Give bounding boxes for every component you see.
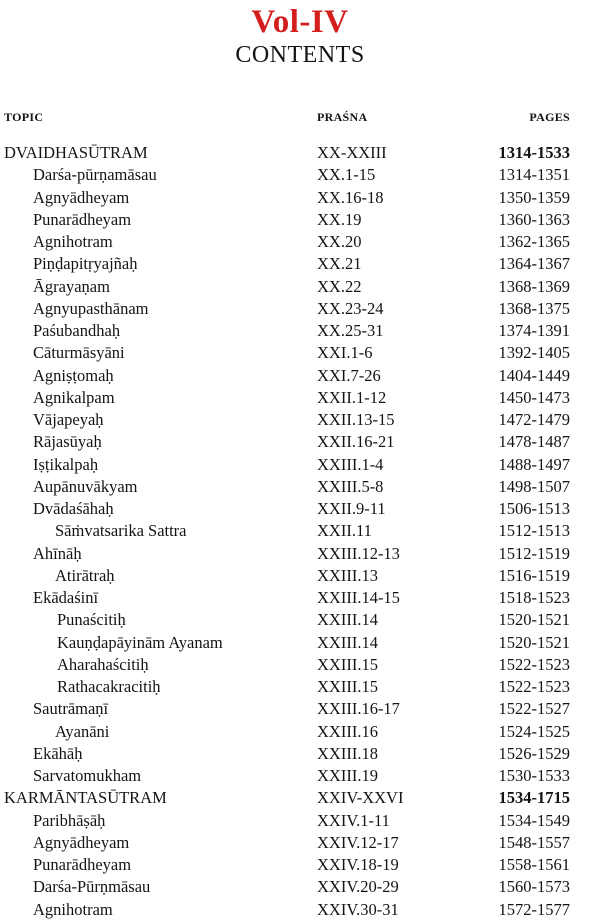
toc-row [0, 498, 600, 520]
toc-topic: Agnyādheyam [33, 187, 130, 207]
column-header-prasna: PRAŚNA [317, 110, 368, 124]
toc-prasna: XXIII.18 [317, 743, 378, 763]
toc-topic: Agnyupasthānam [33, 298, 149, 318]
toc-pages: 1534-1549 [498, 810, 570, 830]
toc-prasna: XXII.9-11 [317, 499, 386, 518]
toc-row [0, 342, 600, 364]
toc-topic: Ahīnāḥ [33, 543, 82, 563]
toc-row [0, 387, 600, 409]
toc-prasna: XXIII.15 [317, 677, 378, 696]
toc-prasna: XXIII.14 [317, 632, 378, 652]
toc-row [0, 543, 600, 565]
toc-pages: 1450-1473 [498, 387, 570, 407]
toc-row [0, 365, 600, 387]
toc-topic: Agniṣṭomaḥ [33, 365, 114, 385]
toc-topic: Sautrāmaṇī [33, 699, 109, 719]
toc-prasna: XXIII.12-13 [317, 543, 400, 563]
toc-prasna: XXIII.14-15 [317, 588, 400, 607]
toc-row [0, 253, 600, 275]
toc-pages: 1314-1533 [498, 143, 570, 162]
toc-row [0, 320, 600, 342]
toc-topic: Iṣṭikalpaḥ [33, 454, 99, 474]
toc-prasna: XXII.13-15 [317, 410, 395, 429]
toc-pages: 1488-1497 [498, 454, 570, 474]
toc-row [0, 743, 600, 765]
toc-row [0, 476, 600, 498]
toc-pages: 1520-1521 [498, 632, 570, 652]
column-header-topic: TOPIC [4, 110, 44, 124]
toc-topic: Dvādaśāhaḥ [33, 499, 114, 518]
toc-topic: Cāturmāsyāni [33, 343, 125, 363]
toc-prasna: XX.16-18 [317, 187, 384, 207]
toc-pages: 1362-1365 [498, 232, 570, 251]
toc-pages: 1478-1487 [498, 432, 570, 452]
toc-pages: 1572-1577 [498, 899, 570, 919]
toc-prasna: XXIV.12-17 [317, 832, 399, 852]
toc-prasna: XXIII.16-17 [317, 699, 400, 719]
toc-prasna: XXIII.16 [317, 721, 378, 741]
toc-topic: Rājasūyaḥ [33, 432, 102, 452]
toc-prasna: XX.19 [317, 209, 362, 229]
toc-prasna: XXIV.1-11 [317, 810, 390, 830]
toc-topic: Agnikalpam [33, 387, 115, 407]
toc-prasna: XXIII.19 [317, 766, 378, 785]
toc-pages: 1368-1369 [498, 276, 570, 296]
toc-pages: 1350-1359 [498, 187, 570, 207]
toc-prasna: XXIV.18-19 [317, 855, 399, 874]
toc-pages: 1374-1391 [498, 321, 570, 340]
toc-row [0, 187, 600, 209]
toc-prasna: XXIII.14 [317, 610, 378, 630]
toc-row [0, 876, 600, 898]
toc-row [0, 209, 600, 231]
toc-row [0, 431, 600, 453]
toc-row [0, 765, 600, 787]
toc-pages: 1314-1351 [498, 165, 570, 185]
toc-pages: 1520-1521 [498, 610, 570, 630]
toc-pages: 1526-1529 [498, 743, 570, 763]
toc-topic: Ekāhāḥ [33, 743, 83, 763]
toc-topic: Atirātraḥ [55, 565, 115, 585]
table-of-contents [0, 142, 600, 921]
toc-topic: Vājapeyaḥ [33, 410, 104, 429]
toc-prasna: XX.20 [317, 232, 362, 251]
toc-topic: Punarādheyam [33, 855, 132, 874]
toc-pages: 1518-1523 [498, 588, 570, 607]
toc-row [0, 587, 600, 609]
toc-topic: KARMĀNTASŪTRAM [4, 788, 167, 808]
toc-prasna: XXIII.5-8 [317, 476, 384, 496]
toc-prasna: XX.25-31 [317, 321, 384, 340]
toc-row [0, 810, 600, 832]
toc-topic: Paribhāṣāḥ [33, 810, 106, 830]
toc-row [0, 409, 600, 431]
toc-pages: 1522-1523 [498, 654, 570, 674]
toc-pages: 1524-1525 [498, 721, 570, 741]
toc-row [0, 520, 600, 542]
toc-prasna: XXII.16-21 [317, 432, 395, 452]
toc-pages: 1560-1573 [498, 877, 570, 897]
toc-topic: Agnyādheyam [33, 832, 130, 852]
toc-topic: Punaścitiḥ [57, 610, 126, 630]
toc-topic: Paśubandhaḥ [33, 321, 121, 340]
toc-pages: 1368-1375 [498, 298, 570, 318]
toc-topic: Darśa-Pūrṇmāsau [33, 877, 151, 897]
toc-topic: Rathacakracitiḥ [57, 677, 161, 696]
toc-section-row [0, 787, 600, 809]
toc-row [0, 676, 600, 698]
toc-topic: Sarvatomukham [33, 766, 142, 785]
volume-title: Vol-IV [251, 4, 349, 40]
toc-topic: Sāṁvatsarika Sattra [55, 521, 187, 541]
toc-pages: 1512-1519 [498, 543, 570, 563]
toc-pages: 1522-1523 [498, 677, 570, 696]
toc-pages: 1360-1363 [498, 209, 570, 229]
toc-pages: 1472-1479 [498, 410, 570, 429]
toc-row [0, 721, 600, 743]
toc-topic: Ayanāni [55, 721, 110, 741]
toc-topic: Darśa-pūrṇamāsau [33, 165, 157, 185]
toc-pages: 1512-1513 [498, 521, 570, 541]
toc-topic: Agnihotram [33, 232, 113, 251]
toc-pages: 1392-1405 [498, 343, 570, 363]
toc-prasna: XXI.7-26 [317, 365, 381, 385]
toc-row [0, 609, 600, 631]
toc-prasna: XX-XXIII [317, 143, 387, 162]
contents-title: CONTENTS [235, 42, 365, 68]
toc-prasna: XXIII.13 [317, 565, 378, 585]
toc-pages: 1522-1527 [498, 699, 570, 719]
toc-section-row [0, 142, 600, 164]
toc-prasna: XXIII.15 [317, 654, 378, 674]
toc-row [0, 565, 600, 587]
toc-prasna: XX.23-24 [317, 298, 384, 318]
toc-pages: 1506-1513 [498, 499, 570, 518]
toc-topic: Agnihotram [33, 899, 113, 919]
toc-pages: 1530-1533 [498, 766, 570, 785]
toc-prasna: XX.1-15 [317, 165, 376, 185]
toc-pages: 1498-1507 [498, 476, 570, 496]
toc-prasna: XX.21 [317, 254, 362, 274]
toc-row [0, 832, 600, 854]
toc-topic: Punarādheyam [33, 209, 132, 229]
toc-pages: 1364-1367 [498, 254, 570, 274]
toc-topic: DVAIDHASŪTRAM [4, 143, 148, 162]
toc-row [0, 854, 600, 876]
toc-prasna: XXI.1-6 [317, 343, 373, 363]
toc-topic: Piṇḍapitṛyajñaḥ [33, 254, 138, 274]
toc-prasna: XXII.11 [317, 521, 372, 541]
toc-topic: Ekādaśinī [33, 588, 99, 607]
toc-pages: 1516-1519 [498, 565, 570, 585]
toc-prasna: XXIV-XXVI [317, 788, 404, 808]
toc-row [0, 454, 600, 476]
toc-prasna: XX.22 [317, 276, 362, 296]
toc-prasna: XXIV.30-31 [317, 899, 399, 919]
toc-row [0, 231, 600, 253]
toc-pages: 1534-1715 [498, 788, 570, 808]
toc-prasna: XXII.1-12 [317, 387, 387, 407]
toc-row [0, 276, 600, 298]
toc-row [0, 632, 600, 654]
toc-pages: 1548-1557 [498, 832, 570, 852]
toc-row [0, 698, 600, 720]
toc-pages: 1558-1561 [498, 855, 570, 874]
toc-row [0, 298, 600, 320]
toc-row [0, 899, 600, 921]
column-header-pages: PAGES [529, 110, 570, 124]
toc-row [0, 164, 600, 186]
toc-topic: Kauṇḍapāyinām Ayanam [57, 632, 223, 652]
toc-prasna: XXIV.20-29 [317, 877, 399, 897]
toc-row [0, 654, 600, 676]
toc-pages: 1404-1449 [498, 365, 570, 385]
toc-topic: Aharahaścitiḥ [57, 654, 149, 674]
toc-topic: Aupānuvākyam [33, 476, 138, 496]
toc-prasna: XXIII.1-4 [317, 454, 384, 474]
toc-topic: Āgrayaṇam [33, 276, 110, 296]
